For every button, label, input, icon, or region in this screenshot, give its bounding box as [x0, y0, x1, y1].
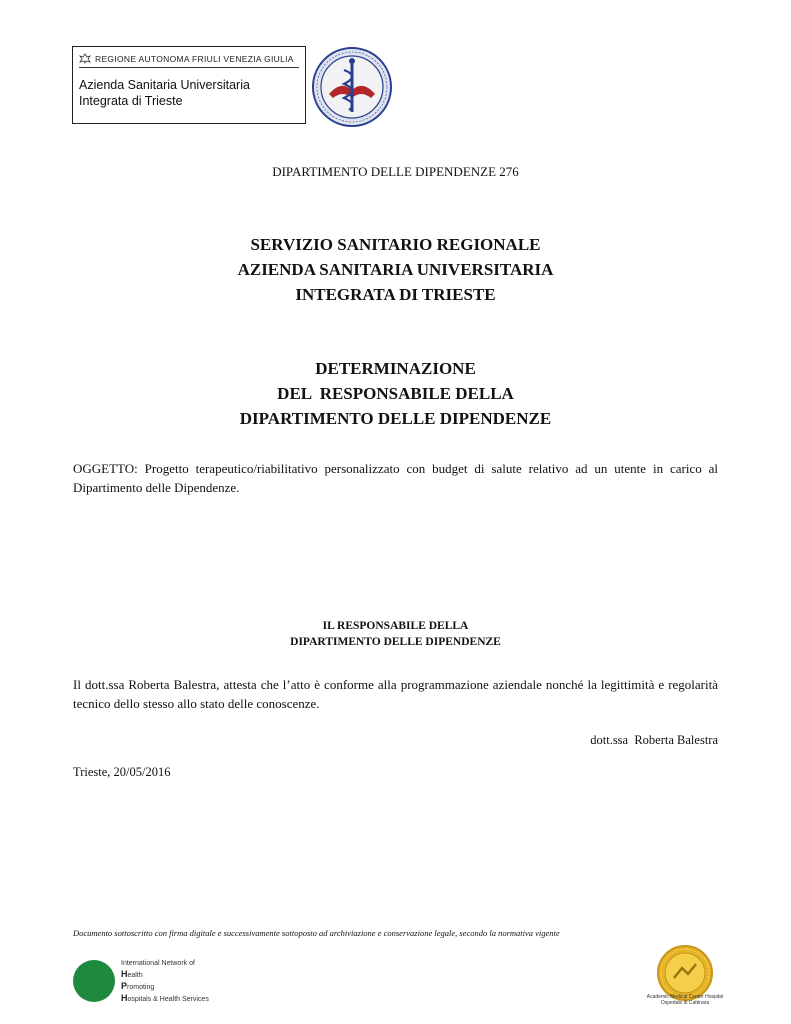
region-text: REGIONE AUTONOMA FRIULI VENEZIA GIULIA — [95, 54, 294, 64]
region-banner — [79, 51, 299, 68]
document-date: Trieste, 20/05/2016 — [73, 765, 171, 779]
organization-name — [79, 77, 301, 109]
title-line1: SERVIZIO SANITARIO REGIONALE — [250, 235, 541, 254]
eagle-crest-icon — [79, 53, 91, 64]
title-line2: AZIENDA SANITARIA UNIVERSITARIA — [237, 260, 554, 279]
subject-paragraph: OGGETTO: Progetto terapeutico/riabilitativo personalizzato con budget di salute relativo ad un utente in carico al Dipartimento delle Dipendenze. — [73, 461, 718, 495]
responsible-line2: DIPARTIMENTO DELLE DIPENDENZE — [290, 636, 501, 648]
hph-promoting: romoting — [127, 984, 155, 991]
document-title — [0, 232, 791, 307]
determination-line3: DIPARTIMENTO DELLE DIPENDENZE — [239, 409, 552, 428]
hph-line1: International Network of — [121, 960, 195, 967]
determination-line1: DETERMINAZIONE — [315, 359, 476, 378]
hph-hospitals: ospitals & Health Services — [127, 996, 209, 1003]
hph-network-label — [121, 959, 209, 1005]
organization-logo — [72, 46, 306, 124]
hph-letter-h: H — [121, 969, 128, 979]
accreditation-caption — [630, 994, 740, 1006]
hph-letter-h2: H — [121, 993, 128, 1003]
determination-heading — [0, 356, 791, 431]
signature-name: dott.ssa Roberta Balestra — [590, 733, 718, 747]
responsible-line1: IL RESPONSABILE DELLA — [322, 620, 469, 632]
department-reference: DIPARTIMENTO DELLE DIPENDENZE 276 — [272, 164, 519, 179]
determination-line2: DEL RESPONSABILE DELLA — [277, 384, 514, 403]
title-line3: INTEGRATA DI TRIESTE — [295, 285, 496, 304]
accreditation-caption-line1: Academic Medical Center Hospital — [646, 994, 724, 1000]
organization-name-line2: Integrata di Trieste — [79, 94, 183, 108]
organization-name-line1: Azienda Sanitaria Universitaria — [79, 78, 250, 92]
university-seal-icon — [311, 46, 393, 128]
attestation-paragraph: Il dott.ssa Roberta Balestra, attesta che l’atto è conforme alla programmazione aziendale nonché la legittimità e regolarità tecnico dello stesso allo stato delle conoscenze. — [73, 677, 718, 711]
accreditation-caption-line2: Ospedale di Cattinara — [660, 1000, 710, 1006]
hph-health: ealth — [127, 972, 143, 979]
hph-letter-p: P — [121, 981, 128, 991]
digital-signature-note: Documento sottoscritto con firma digitale e successivamente sottoposto ad archiviazione e conservazione legale, secondo la normativa vigente — [73, 928, 560, 938]
responsible-heading — [0, 618, 791, 650]
hph-logo-icon — [73, 960, 115, 1002]
